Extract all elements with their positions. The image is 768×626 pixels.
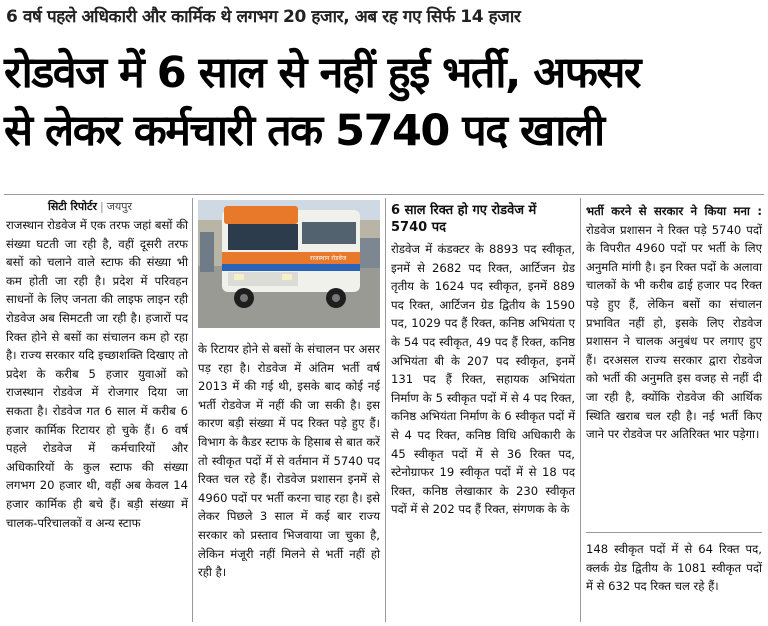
bus-illustration bbox=[198, 200, 380, 328]
column-4-rule bbox=[586, 532, 762, 533]
column-4-bottom-text: 148 स्वीकृत पदों में से 64 रिक्त पद, क्लर्क ग्रेड द्वितीय के 1081 स्वीकृत पदों में से 632 पद रिक्त चल रहे हैं। bbox=[586, 542, 762, 594]
column-4-text: रोडवेज प्रशासन ने रिक्त पड़े 5740 पदों के विपरीत 4960 पदों पर भर्ती के लिए अनुमति मांगी है। इन रिक्त पदों के अलावा चालकों के भी करीब ढाई हजार पद रिक्त पड़े हुए हैं, लेकिन बसों का संचालन प्रभावित नहीं हो, इसके लिए रोडवेज प्रशासन ने चालक अनुबंध पर लगाए हुए हैं। दरअसल राज्य सरकार द्वारा रोडवेज को भर्ती की अनुमति इस वजह से नहीं दी जा रही है, क्योंकि रोडवेज की आर्थिक स्थिति खराब चल रही है। नई भर्ती किए जाने पर रोडवेज पर अतिरिक्त भार पड़ेगा। bbox=[586, 222, 762, 442]
headline-line-1: रोडवेज में 6 साल से नहीं हुई भर्ती, अफसर bbox=[4, 48, 641, 98]
column-1-text: राजस्थान रोडवेज में एक तरफ जहां बसों की संख्या घटती जा रही है, वहीं दूसरी तरफ बसों को चलाने वाले स्टाफ की संख्या भी कम होती जा रही है। प्रदेश में परिवहन साधनों के लिए जनता की लाइफ लाइन रही रोडवेज अब सिमटती जा रही है। हजारों पद रिक्त होने से बसों का संचालन कम हो रहा है। राज्य सरकार यदि इच्छाशक्ति दिखाए तो प्रदेश के करीब 5 हजार युवाओं को राजस्थान रोडवेज में रोजगार दिया जा सकता है। रोडवेज गत 6 साल में करीब 6 हजार कार्मिक रिटायर हो चुके हैं। 6 वर्ष पहले रोडवेज में कर्मचारियों और अधिकारियों के कुल स्टाफ की संख्या लगभग 20 हजार थी, वहीं अब केवल 14 हजार कार्मिक ही बचे हैं। बड़ी संख्या में चालक-परिचालकों व अन्य स्टाफ bbox=[6, 218, 188, 530]
kicker: 6 वर्ष पहले अधिकारी और कार्मिक थे लगभग 20 हजार, अब रह गए सिर्फ 14 हजार bbox=[6, 7, 521, 27]
column-4-bottom bbox=[586, 540, 762, 596]
column-1 bbox=[6, 198, 188, 532]
bus-sign: राजस्थान रोडवेज bbox=[310, 255, 347, 262]
column-2-text: के रिटायर होने से बसों के संचालन पर असर पड़ रहा है। रोडवेज में अंतिम भर्ती वर्ष 2013 में की गई थी, इसके बाद कोई नई भर्ती रोडवेज में नहीं की जा सकी है। इस कारण बड़ी संख्या में पद रिक्त पड़े हुए हैं। विभाग के कैडर स्टाफ के हिसाब से बात करें तो स्वीकृत पदों में से वर्तमान में 5740 पद रिक्त चल रहे हैं। रोडवेज प्रशासन इनमें से 4960 पदों पर भर्ती करना चाह रहा है। इसे लेकर पिछले 3 साल में कई बार राज्य सरकार को प्रस्ताव भिजवाया जा चुका है, लेकिन मंजूरी नहीं मिलने से भर्ती नहीं हो रही है। bbox=[198, 342, 380, 580]
bus-photo bbox=[198, 200, 380, 328]
headline-rule bbox=[4, 194, 764, 195]
column-divider-1 bbox=[192, 198, 193, 622]
column-4-heading: भर्ती करने से सरकार ने किया मना : bbox=[586, 204, 762, 218]
column-2 bbox=[198, 340, 380, 582]
byline-reporter: सिटी रिपोर्टर bbox=[48, 200, 97, 213]
headline-line-2: से लेकर कर्मचारी तक 5740 पद खाली bbox=[4, 106, 604, 156]
column-4 bbox=[586, 202, 762, 444]
column-divider-2 bbox=[385, 198, 386, 622]
byline-separator: | bbox=[100, 200, 104, 213]
byline-location: जयपुर bbox=[106, 200, 133, 213]
column-divider-3 bbox=[580, 198, 581, 622]
column-3-text: रोडवेज में कंडक्टर के 8893 पद स्वीकृत, इनमें से 2682 पद रिक्त, आर्टिजन ग्रेड तृतीय के 1624 पद स्वीकृत, इनमें 889 पद रिक्त, आर्टिजन ग्रेड द्वितीय के 1590 पद, 1029 पद हैं रिक्त, कनिष्ठ अभियंता ए के 54 पद स्वीकृत, 49 पद हैं रिक्त, कनिष्ठ अभियंता बी के 207 पद स्वीकृत, इनमें 131 पद हैं रिक्त, सहायक अभियंता निर्माण के 5 स्वीकृत पदों में से 4 पद रिक्त, कनिष्ठ अभियंता निर्माण के 6 स्वीकृत पदों में से 4 पद रिक्त, कनिष्ठ विधि अधिकारी के 45 स्वीकृत पदों में से 36 रिक्त पद, स्टेनोग्राफर 19 स्वीकृत पदों में से 18 पद रिक्त, कनिष्ठ लेखाकार के 230 स्वीकृत पदों में से 202 पद हैं रिक्त, संगणक के के bbox=[391, 242, 575, 517]
column-3 bbox=[391, 202, 575, 519]
headline bbox=[4, 44, 764, 160]
column-4-body bbox=[586, 202, 762, 444]
byline bbox=[48, 198, 188, 216]
column-3-heading: 6 साल रिक्त हो गए रोडवेज में 5740 पद bbox=[391, 203, 537, 235]
